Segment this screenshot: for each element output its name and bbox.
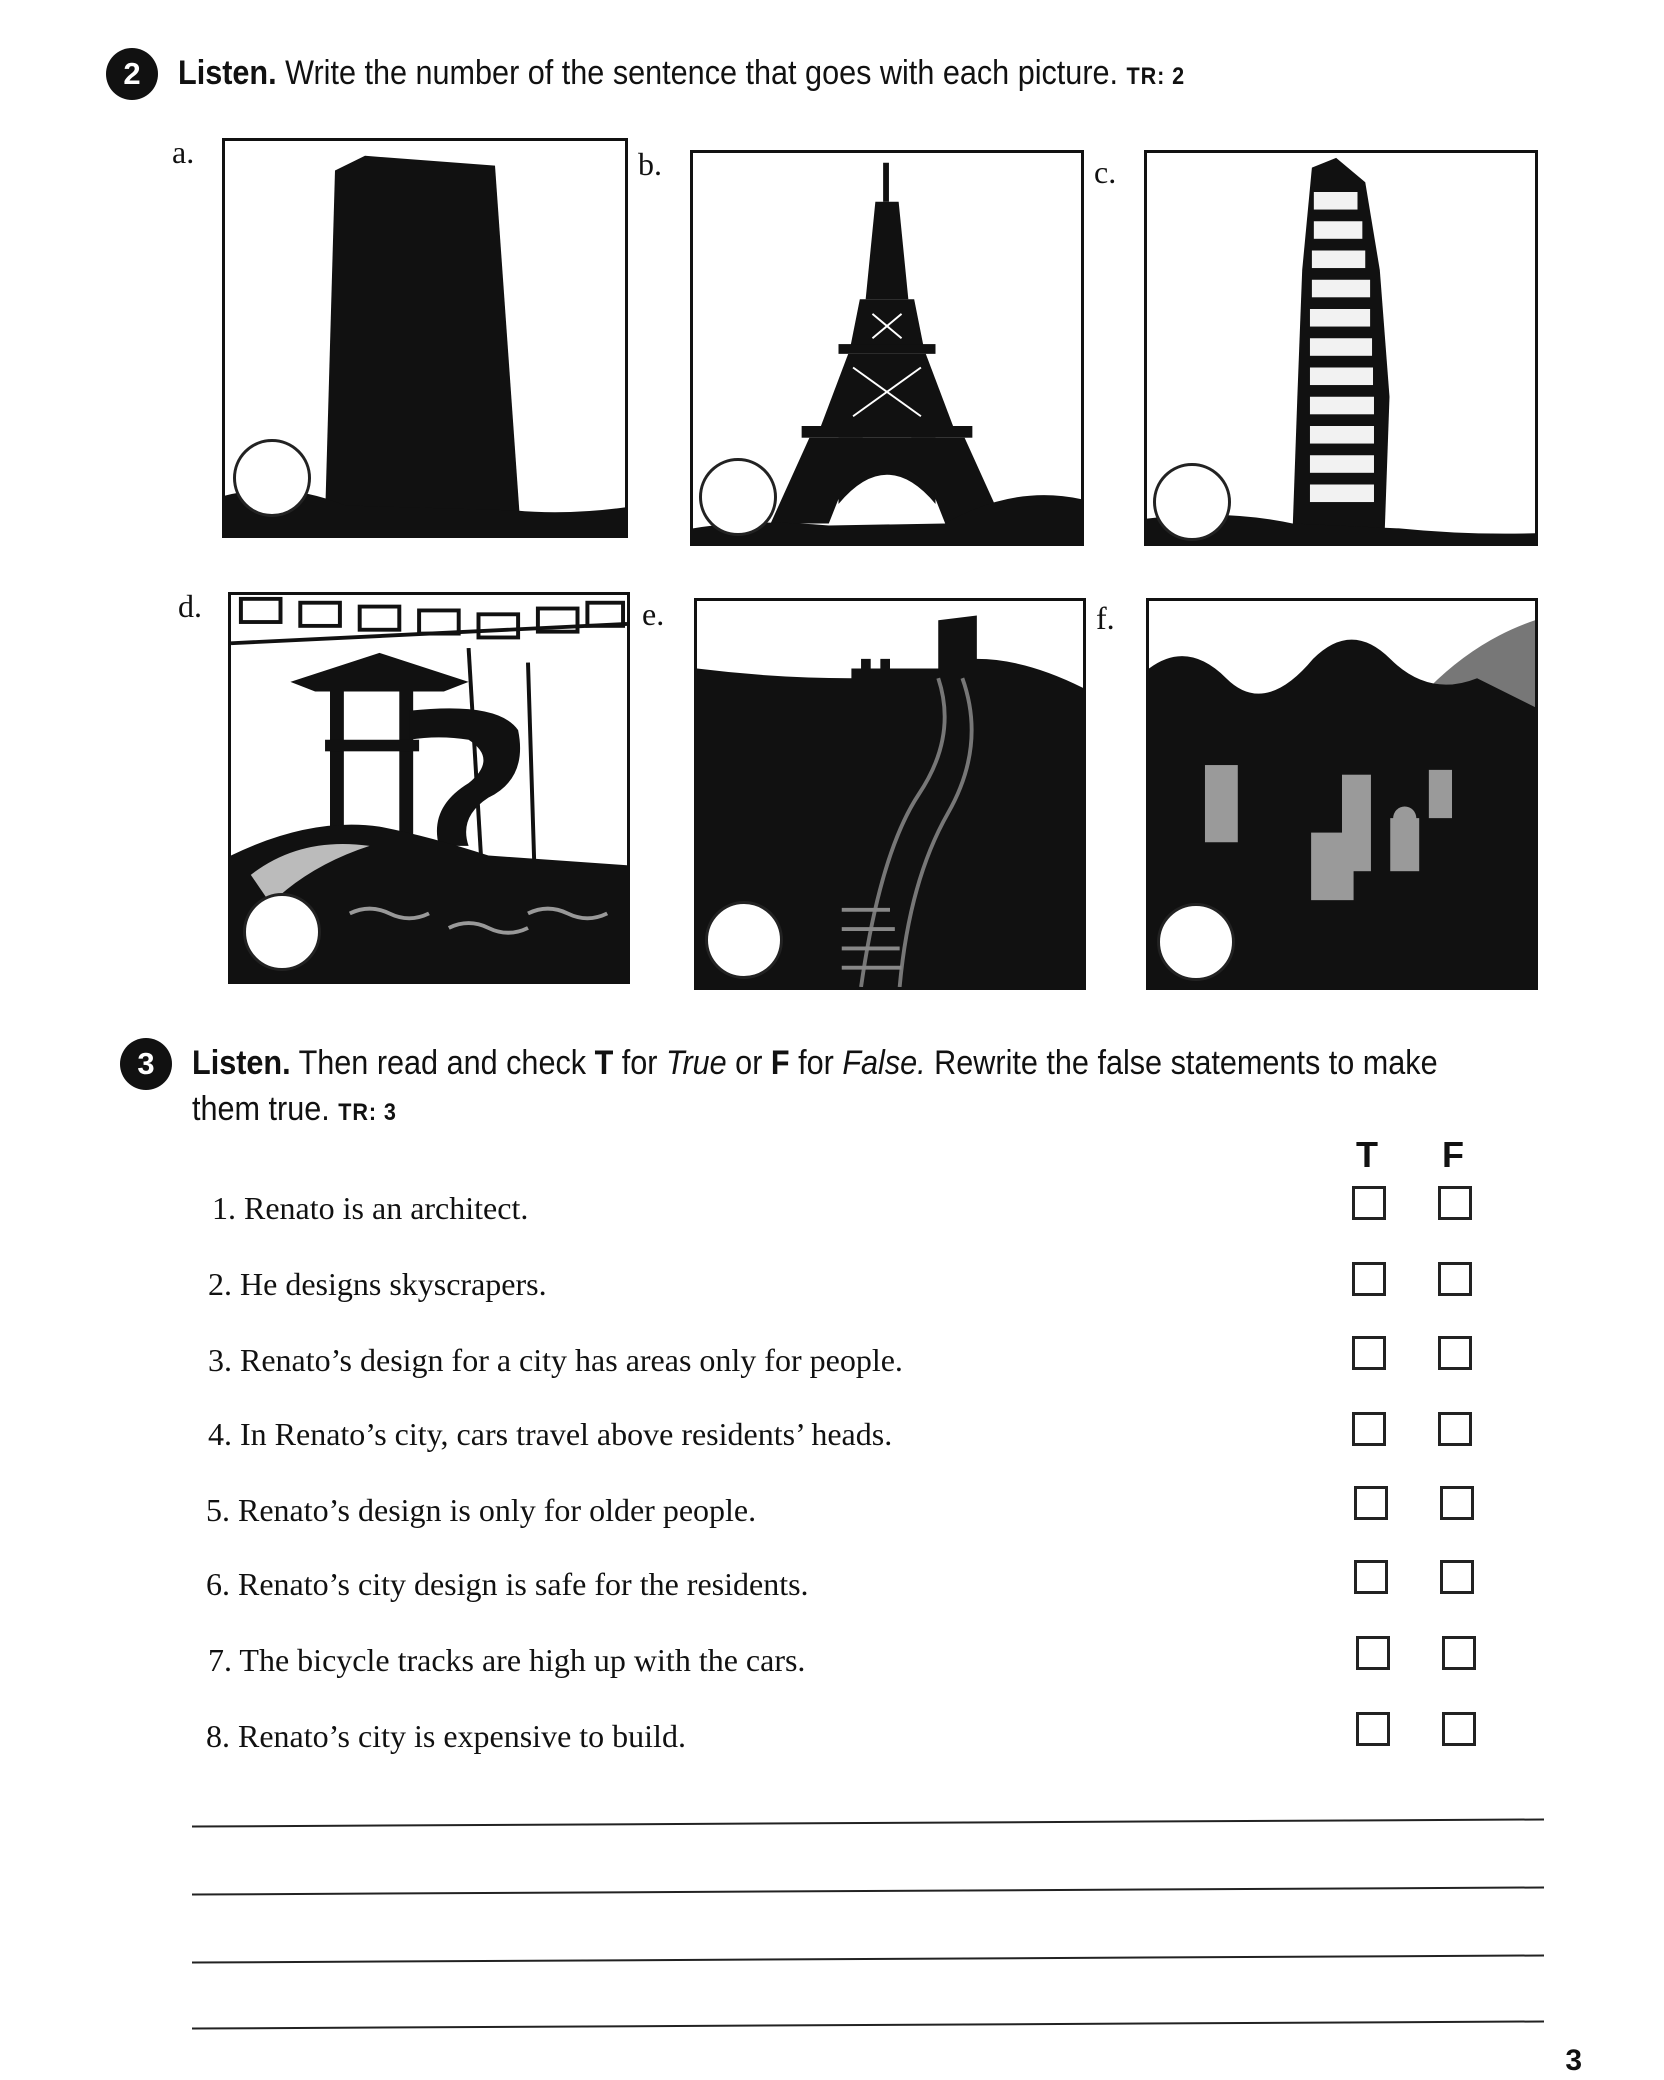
picture-c-letter: c. [1094, 154, 1117, 190]
picture-f-letter: f. [1096, 600, 1115, 636]
page-number: 3 [1565, 2044, 1582, 2077]
statement-2: 2. He designs skyscrapers. [208, 1266, 547, 1302]
statement-6: 6. Renato’s city design is safe for the residents. [206, 1566, 809, 1602]
exercise-3-text-6: them true. [192, 1090, 330, 1128]
statement-6-true-checkbox[interactable] [1354, 1560, 1388, 1594]
exercise-3-text-3: or [735, 1044, 763, 1082]
picture-b [690, 150, 1084, 546]
picture-b-letter: b. [638, 146, 662, 182]
picture-e-letter: e. [642, 596, 665, 632]
exercise-3-false-word: False. [842, 1044, 926, 1082]
statement-7-true-checkbox[interactable] [1356, 1636, 1390, 1670]
picture-f-answer-circle[interactable] [1157, 903, 1235, 981]
true-column-header: T [1356, 1134, 1378, 1175]
statement-1-false-checkbox[interactable] [1438, 1186, 1472, 1220]
picture-e-answer-circle[interactable] [705, 901, 783, 979]
picture-a-letter: a. [172, 134, 195, 170]
exercise-3-text-2: for [621, 1044, 658, 1082]
statement-6-false-checkbox[interactable] [1440, 1560, 1474, 1594]
picture-f [1146, 598, 1538, 990]
statement-4-true-checkbox[interactable] [1352, 1412, 1386, 1446]
statement-4: 4. In Renato’s city, cars travel above residents’ heads. [208, 1416, 893, 1452]
exercise-3-text-4: for [798, 1044, 834, 1082]
exercise-3-instructions-line-1 [192, 1040, 1438, 1086]
exercise-3-text-1: Then read and check [298, 1044, 587, 1082]
statement-1: 1. Renato is an architect. [212, 1190, 529, 1226]
picture-a [222, 138, 628, 538]
picture-c [1144, 150, 1538, 546]
statement-5: 5. Renato’s design is only for older people. [206, 1492, 757, 1528]
writing-line-1[interactable] [192, 1818, 1544, 1827]
statement-3: 3. Renato’s design for a city has areas only for people. [208, 1342, 903, 1378]
exercise-2-lead: Listen. [178, 54, 277, 92]
exercise-2-track: TR: 2 [1126, 63, 1186, 90]
statement-2-true-checkbox[interactable] [1352, 1262, 1386, 1296]
statement-4-false-checkbox[interactable] [1438, 1412, 1472, 1446]
picture-c-answer-circle[interactable] [1153, 463, 1231, 541]
picture-d-letter: d. [178, 588, 202, 624]
statement-7-false-checkbox[interactable] [1442, 1636, 1476, 1670]
writing-line-3[interactable] [192, 1954, 1544, 1963]
exercise-2-instructions [178, 50, 1185, 100]
exercise-3-text-5: Rewrite the false statements to make [934, 1044, 1438, 1082]
picture-b-answer-circle[interactable] [699, 458, 777, 536]
statement-1-true-checkbox[interactable] [1352, 1186, 1386, 1220]
statement-8: 8. Renato’s city is expensive to build. [206, 1718, 686, 1754]
exercise-3-t-letter: T [594, 1044, 614, 1082]
picture-e [694, 598, 1086, 990]
statement-3-false-checkbox[interactable] [1438, 1336, 1472, 1370]
statement-7: 7. The bicycle tracks are high up with the cars. [208, 1642, 806, 1678]
exercise-3-number: 3 [120, 1038, 172, 1090]
exercise-3-track: TR: 3 [338, 1099, 397, 1126]
statement-2-false-checkbox[interactable] [1438, 1262, 1472, 1296]
writing-line-2[interactable] [192, 1886, 1544, 1895]
statement-8-true-checkbox[interactable] [1356, 1712, 1390, 1746]
picture-d [228, 592, 630, 984]
statement-8-false-checkbox[interactable] [1442, 1712, 1476, 1746]
exercise-2-number: 2 [106, 48, 158, 100]
exercise-3-lead: Listen. [192, 1044, 291, 1082]
exercise-3-true-word: True [666, 1044, 727, 1082]
picture-a-answer-circle[interactable] [233, 439, 311, 517]
writing-line-4[interactable] [192, 2020, 1544, 2029]
exercise-3-instructions-line-2 [192, 1086, 397, 1136]
picture-d-answer-circle[interactable] [243, 893, 321, 971]
exercise-2-text: Write the number of the sentence that goes with each picture. [285, 54, 1119, 92]
statement-3-true-checkbox[interactable] [1352, 1336, 1386, 1370]
exercise-3-f-letter: F [770, 1044, 790, 1082]
statement-5-false-checkbox[interactable] [1440, 1486, 1474, 1520]
statement-5-true-checkbox[interactable] [1354, 1486, 1388, 1520]
false-column-header: F [1442, 1134, 1464, 1175]
